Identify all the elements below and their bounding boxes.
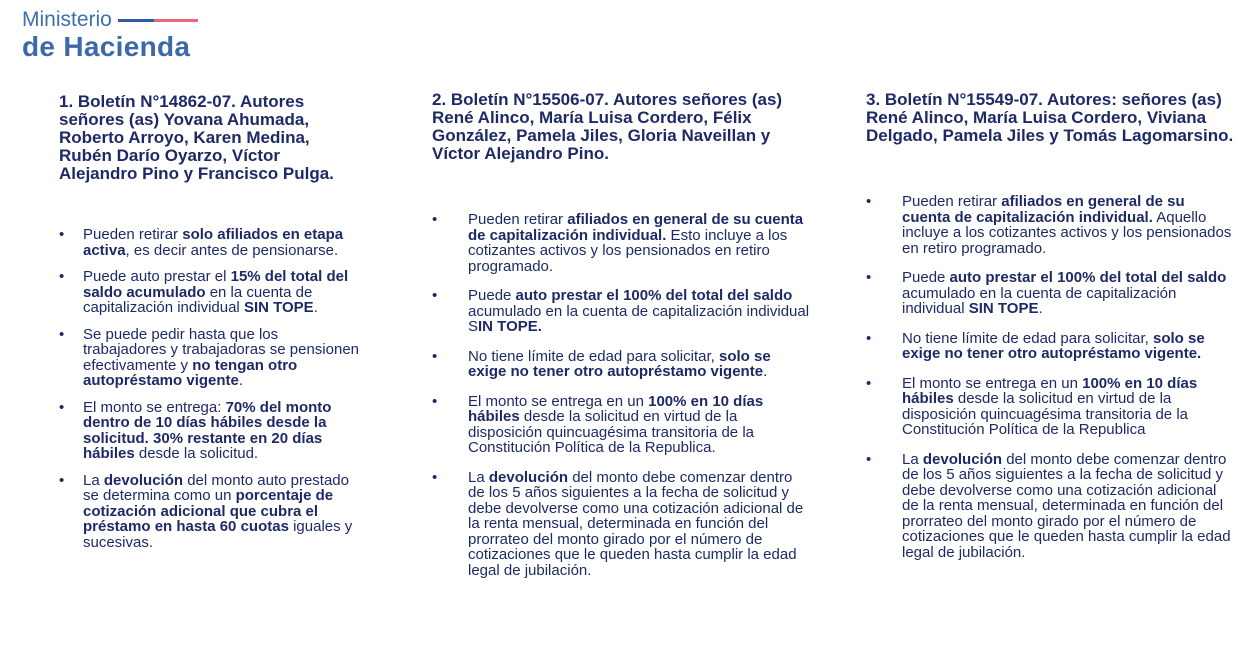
bill-2-bullets	[432, 212, 812, 578]
bullet-icon: •	[59, 226, 65, 243]
bill-title-1: 1. Boletín N°14862-07. Autores señores (as) Yovana Ahumada, Roberto Arroyo, Karen Medina, Rubén Darío Oyarzo, Víctor Alejandro Pino y Francisco Pulga.	[59, 92, 334, 183]
bullet-icon: •	[432, 287, 438, 304]
bullet-icon: •	[866, 269, 872, 286]
list-item: • Puede auto prestar el 100% del total del saldo acumulado en la cuenta de capitalización individual SIN TOPE.	[866, 269, 1227, 317]
bullet-icon: •	[866, 450, 872, 468]
bill-3-bullets	[866, 194, 1236, 560]
list-item: • Puede auto prestar el 100% del total del saldo acumulado en la cuenta de capitalización individual SIN TOPE.	[432, 287, 810, 335]
bill-column-3	[866, 91, 1236, 574]
bullet-icon: •	[59, 398, 65, 416]
list-item: • El monto se entrega en un 100% en 10 días hábiles desde la solicitud en virtud de la disposición quincuagésima transitoria de la Constitución Política de la Republica	[866, 374, 1198, 438]
bill-title-2: 2. Boletín N°15506-07. Autores señores (as) René Alinco, María Luisa Cordero, Félix González, Pamela Jiles, Gloria Naveillan y Víctor Alejandro Pino.	[432, 90, 783, 163]
bill-title-3: 3. Boletín N°15549-07. Autores: señores (as) René Alinco, María Luisa Cordero, Viviana Delgado, Pamela Jiles y Tomás Lagomarsino.	[866, 90, 1234, 145]
list-item: • La devolución del monto debe comenzar dentro de los 5 años siguientes a la fecha de solicitud y debe devolverse como una cotización adicional de la renta mensual, determinada en función del prorrateo del monto girado por el número de cotizaciones que le queden hasta cumplir la edad legal de jubilación.	[432, 468, 804, 579]
bullet-icon: •	[866, 374, 872, 392]
list-item: • Puede auto prestar el 15% del total del saldo acumulado en la cuenta de capitalización individual SIN TOPE.	[59, 268, 349, 316]
bullet-icon: •	[432, 468, 438, 486]
bullet-icon: •	[59, 471, 65, 489]
bullet-icon: •	[866, 329, 872, 347]
bill-column-2	[432, 91, 812, 592]
bullet-icon: •	[866, 193, 872, 210]
list-item: • La devolución del monto auto prestado se determina como un porcentaje de cotización adicional que cubra el préstamo en hasta 60 cuotas iguales y sucesivas.	[59, 471, 353, 551]
bullet-icon: •	[432, 392, 438, 410]
bill-column-1	[59, 93, 359, 561]
list-item: • El monto se entrega en un 100% en 10 días hábiles desde la solicitud en virtud de la disposición quincuagésima transitoria de la Constitución Política de la Republica.	[432, 392, 764, 456]
bullet-icon: •	[59, 325, 65, 343]
logo-line2: de Hacienda	[22, 31, 191, 62]
list-item: • El monto se entrega: 70% del monto dentro de 10 días hábiles desde la solicitud. 30% restante en 20 días hábiles desde la solicitud.	[59, 398, 332, 462]
list-item: • La devolución del monto debe comenzar dentro de los 5 años siguientes a la fecha de solicitud y debe devolverse como una cotización adicional de la renta mensual, determinada en función del prorrateo del monto girado por el número de cotizaciones que le queden hasta cumplir la edad legal de jubilación.	[866, 450, 1231, 561]
bullet-icon: •	[59, 268, 65, 285]
ministerio-hacienda-logo	[22, 8, 198, 62]
list-item: • No tiene límite de edad para solicitar, solo se exige no tener otro autopréstamo vigente.	[432, 347, 771, 380]
logo-flag-bars	[118, 19, 198, 22]
list-item: • No tiene límite de edad para solicitar, solo se exige no tener otro autopréstamo vigente.	[866, 329, 1205, 362]
bullet-icon: •	[432, 347, 438, 365]
logo-line1: Ministerio	[22, 8, 112, 31]
list-item: • Se puede pedir hasta que los trabajadores y trabajadoras se pensionen efectivamente y no tengan otro autopréstamo vigente.	[59, 325, 360, 389]
list-item: • Pueden retirar afiliados en general de su cuenta de capitalización individual. Aquello incluye a los cotizantes activos y los pensionados en retiro programado.	[866, 193, 1232, 257]
list-item: • Pueden retirar solo afiliados en etapa activa, es decir antes de pensionarse.	[59, 226, 344, 259]
list-item: • Pueden retirar afiliados en general de su cuenta de capitalización individual. Esto incluye a los cotizantes activos y los pensionados en retiro programado.	[432, 211, 804, 275]
bullet-icon: •	[432, 211, 438, 228]
bill-1-bullets	[59, 227, 359, 550]
